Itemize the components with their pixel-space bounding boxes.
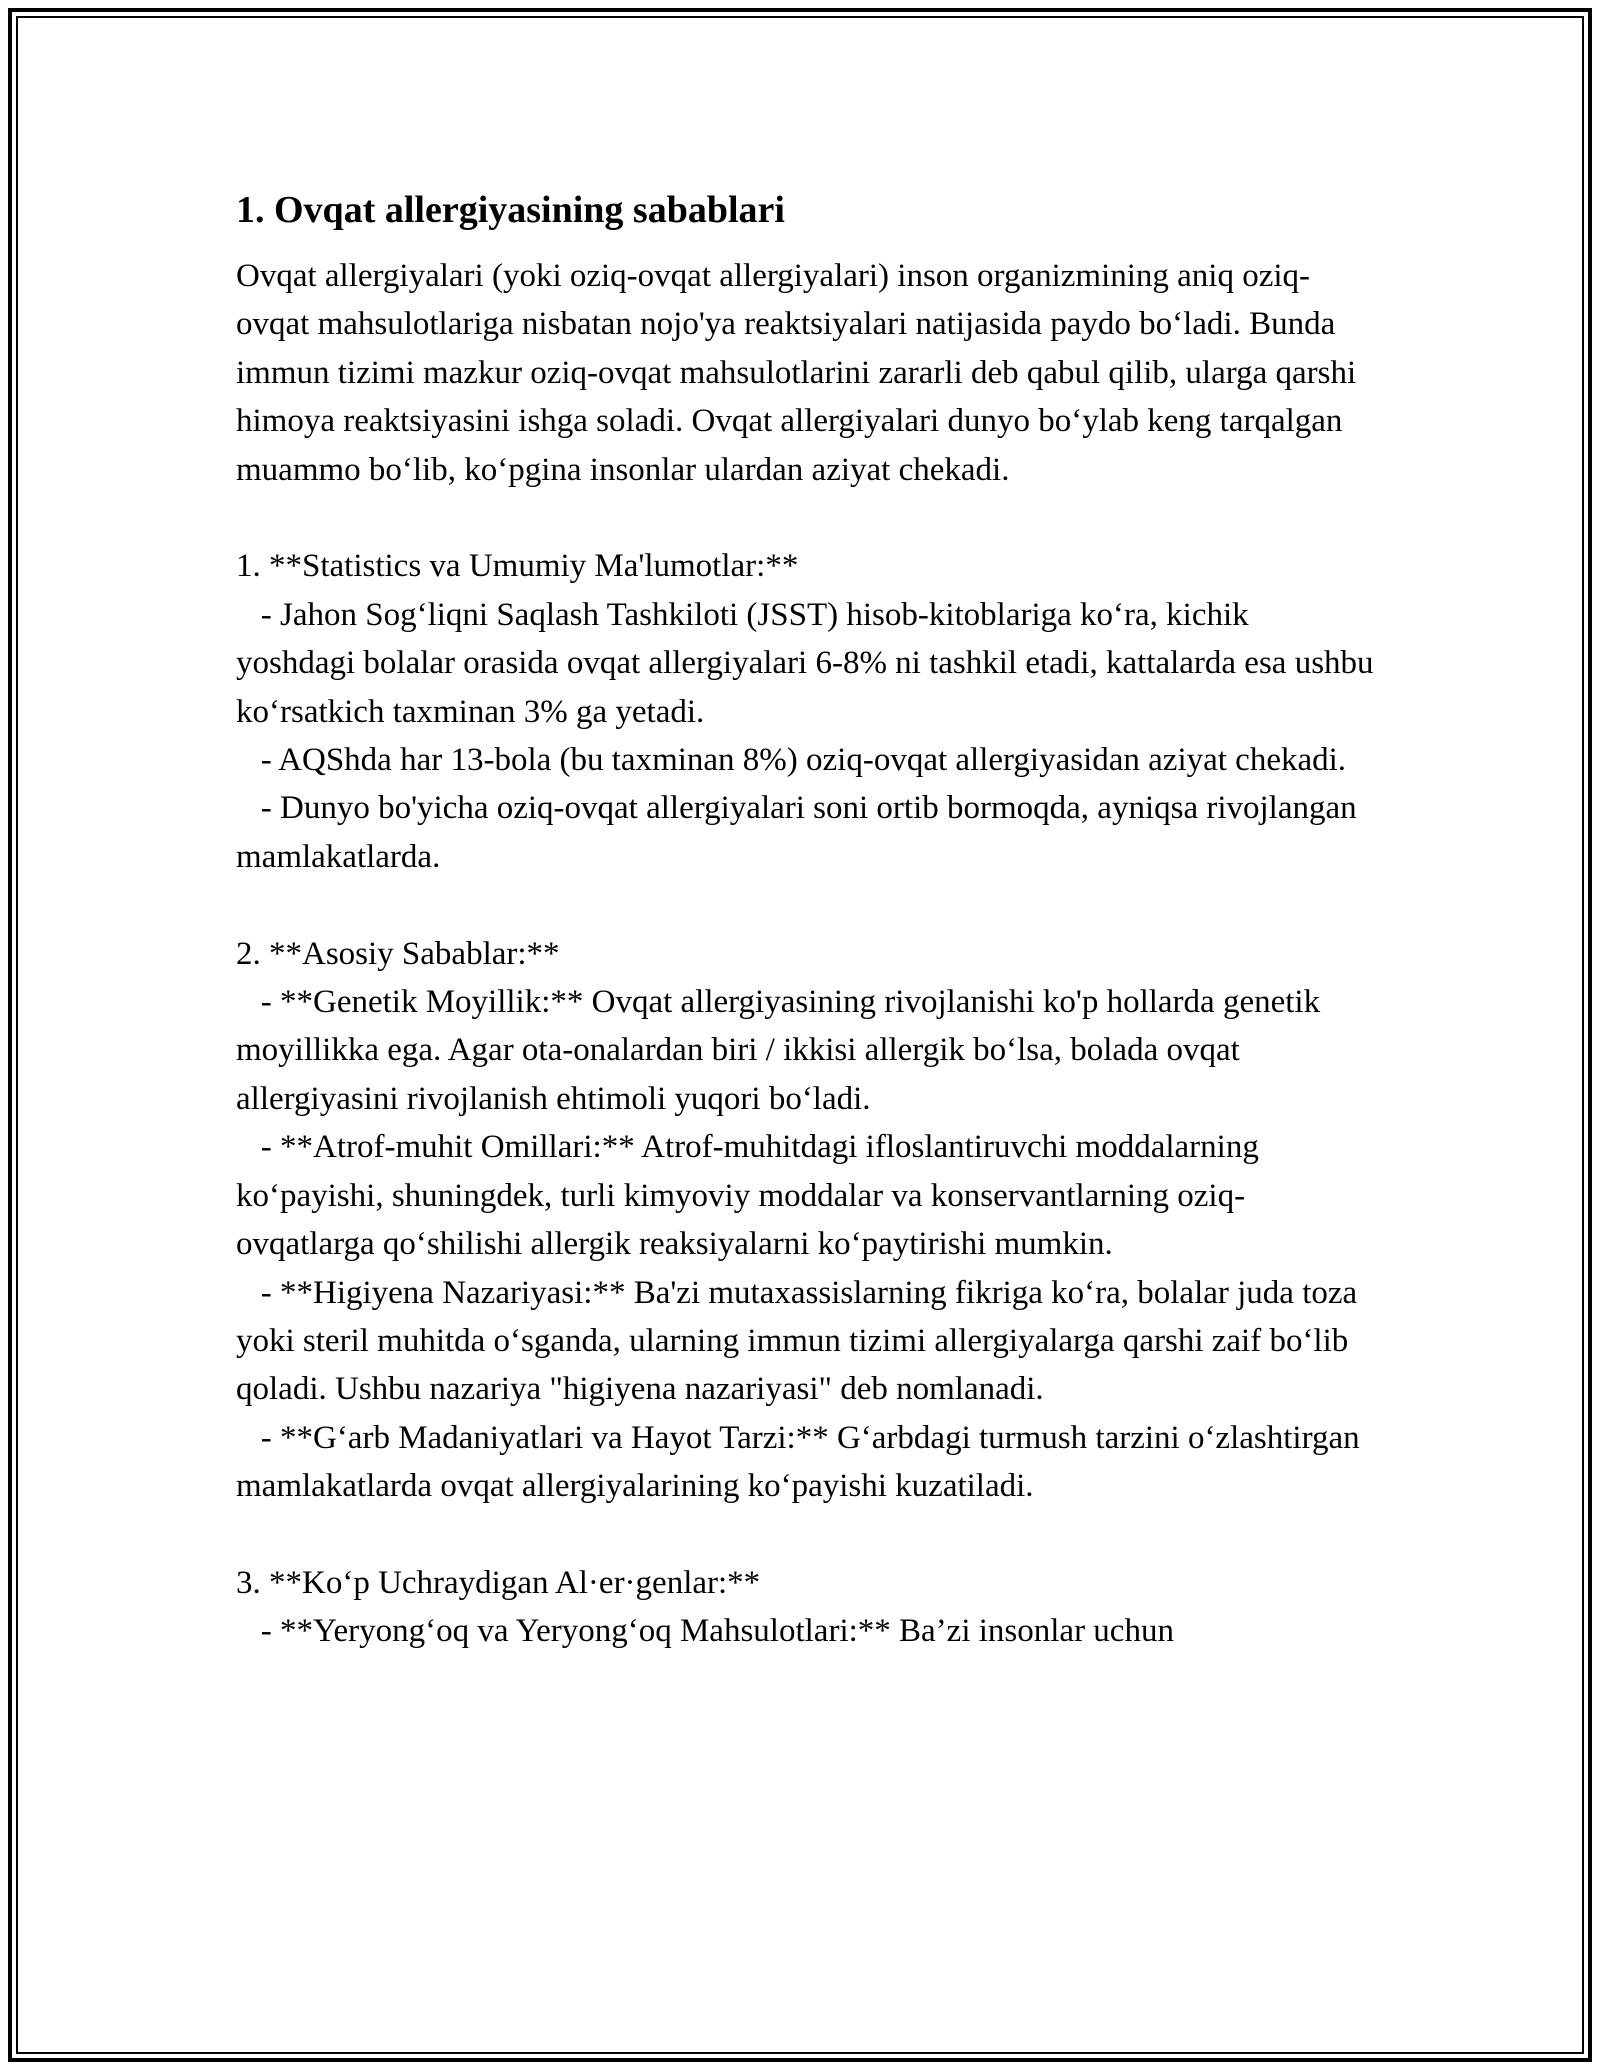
- paragraph-gap: [236, 1511, 1376, 1559]
- section-title: 2. **Asosiy Sabablar:**: [236, 935, 560, 972]
- section-title: 1. **Statistics va Umumiy Ma'lumotlar:**: [236, 548, 799, 585]
- list-item: - **Atrof-muhit Omillari:** Atrof-muhitdagi ifloslantiruvchi moddalarning ko‘payishi, shuningdek, turli kimyoviy moddalar va konservantlarning oziq-ovqatlarga qo‘shilishi allergik reaksiyalarni ko‘paytirishi mumkin.: [236, 1129, 1268, 1263]
- list-item: - Jahon Sog‘liqni Saqlash Tashkiloti (JSST) hisob-kitoblariga ko‘ra, kichik yoshdagi bolalar orasida ovqat allergiyalari 6-8% ni tashkil etadi, kattalarda esa ushbu ko‘rsatkich taxminan 3% ga yetadi.: [236, 596, 1382, 730]
- intro-paragraph: Ovqat allergiyalari (yoki oziq-ovqat allergiyalari) inson organizmining aniq oziq-ovqat mahsulotlariga nisbatan nojo'ya reaktsiyalari natijasida paydo bo‘ladi. Bunda immun tizimi mazkur oziq-ovqat mahsulotlarini zararli deb qabul qilib, ularga qarshi himoya reaktsiyasini ishga soladi. Ovqat allergiyalari dunyo bo‘ylab keng tarqalgan muammo bo‘lib, ko‘pgina insonlar ulardan aziyat chekadi.: [236, 258, 1365, 488]
- document-body: [236, 186, 1382, 1656]
- paragraph-gap: [236, 881, 1376, 929]
- section-statistics: [236, 542, 1382, 881]
- list-item: - **Yeryong‘oq va Yeryong‘oq Mahsulotlari:** Ba’zi insonlar uchun: [236, 1613, 1174, 1650]
- list-item: - **Higiyena Nazariyasi:** Ba'zi mutaxassislarning fikriga ko‘ra, bolalar juda toza yoki steril muhitda o‘sganda, ularning immun tizimi allergiyalarga qarshi zaif bo‘lib qoladi. Ushbu nazariya "higiyena nazariyasi" deb nomlanadi.: [236, 1274, 1366, 1408]
- list-item: - **Genetik Moyillik:** Ovqat allergiyasining rivojlanishi ko'p hollarda genetik moyillikka ega. Agar ota-onalardan biri / ikkisi allergik bo‘lsa, bolada ovqat allergiyasini rivojlanish ehtimoli yuqori bo‘ladi.: [236, 984, 1329, 1117]
- section-title: 3. **Ko‘p Uchraydigan Al·er·genlar:**: [236, 1564, 761, 1601]
- document-heading: 1. Ovqat allergiyasining sabablari: [236, 189, 785, 231]
- section-common-allergens: [236, 1559, 1376, 1656]
- section-main-causes: [236, 930, 1376, 1511]
- list-item: - AQShda har 13-bola (bu taxminan 8%) oziq-ovqat allergiyasidan aziyat chekadi.: [236, 742, 1347, 779]
- paragraph-gap: [236, 494, 1376, 542]
- list-item: - **G‘arb Madaniyatlari va Hayot Tarzi:** G‘arbdagi turmush tarzini o‘zlashtirgan mamlakatlarda ovqat allergiyalarining ko‘payishi kuzatiladi.: [236, 1419, 1368, 1505]
- list-item: - Dunyo bo'yicha oziq-ovqat allergiyalari soni ortib bormoqda, ayniqsa rivojlangan mamlakatlarda.: [236, 790, 1365, 875]
